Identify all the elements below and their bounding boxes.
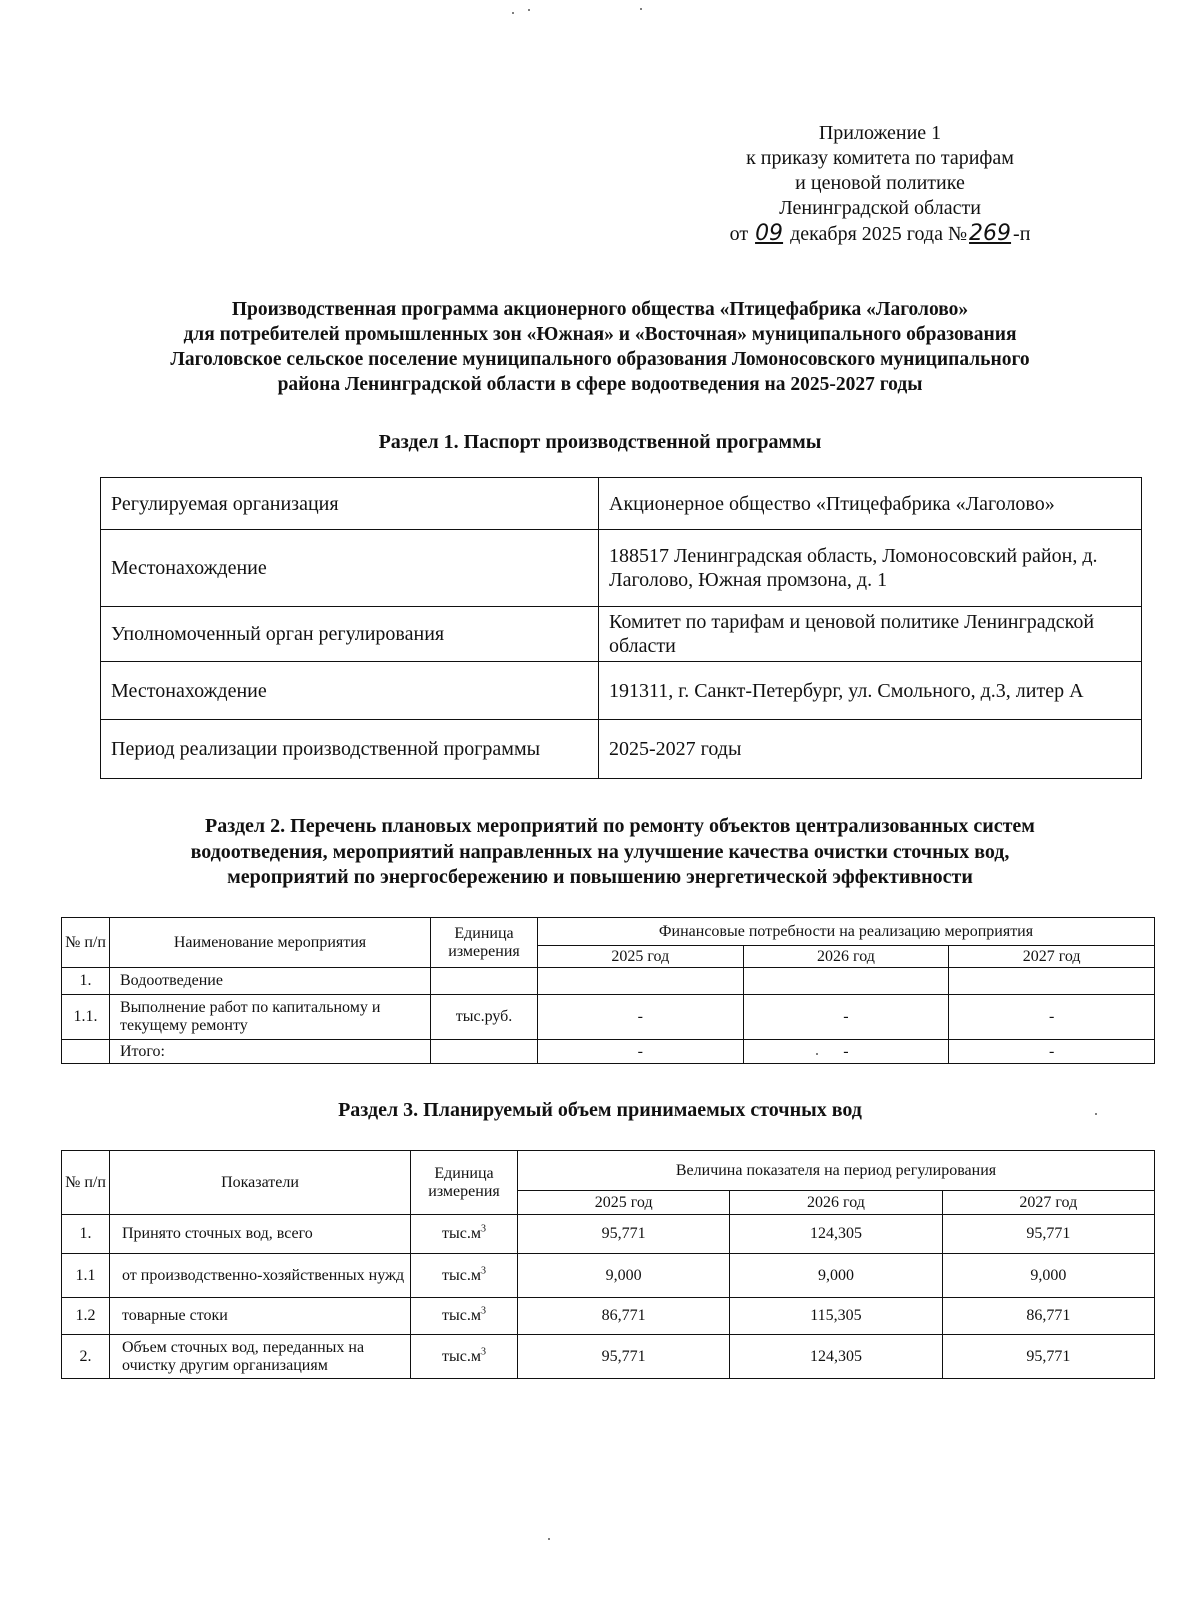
date-middle: декабря 2025 года № <box>790 223 968 245</box>
date-prefix: от <box>729 223 749 245</box>
table-row <box>62 1335 1155 1379</box>
table-row <box>62 1298 1155 1335</box>
cell-unit <box>411 1335 518 1379</box>
cell-2025: 95,771 <box>518 1335 730 1379</box>
section1-heading: Раздел 1. Паспорт производственной программы <box>378 431 822 453</box>
scan-speck <box>528 9 530 11</box>
header-2026: 2026 год <box>730 1191 942 1215</box>
cell-2026: 9,000 <box>730 1254 942 1298</box>
appendix-line: и ценовой политике <box>795 172 965 194</box>
passport-value: 2025-2027 годы <box>599 720 1142 779</box>
heading-line: водоотведения, мероприятий направленных на улучшение качества очистки сточных вод, <box>190 840 1010 863</box>
cell-name: товарные стоки <box>110 1298 411 1335</box>
cell-num: 1.1. <box>62 995 110 1040</box>
cell-unit <box>411 1254 518 1298</box>
cell-num: 1. <box>62 968 110 995</box>
cell-unit: тыс.руб. <box>431 995 538 1040</box>
cell-num: 1. <box>62 1215 110 1254</box>
table-row <box>101 662 1142 720</box>
appendix-line: Ленинградской области <box>779 197 981 219</box>
title-line: для потребителей промышленных зон «Южная» и «Восточная» муниципального образования <box>183 324 1017 345</box>
passport-value: 191311, г. Санкт-Петербург, ул. Смольного, д.3, литер А <box>599 662 1142 720</box>
section3-heading: Раздел 3. Планируемый объем принимаемых сточных вод <box>338 1099 862 1121</box>
unit-base: тыс.м <box>442 1307 481 1324</box>
appendix-block <box>690 121 1070 247</box>
cell-2025: - <box>538 995 744 1040</box>
cell-2026: 124,305 <box>730 1215 942 1254</box>
handwritten-number: 269 <box>969 221 1012 246</box>
appendix-line: к приказу комитета по тарифам <box>746 147 1014 169</box>
title-line: Производственная программа акционерного общества «Птицефабрика «Лаголово» <box>231 299 969 320</box>
unit-power: 3 <box>480 1305 486 1317</box>
heading-line: Раздел 2. Перечень плановых мероприятий по ремонту объектов централизованных систем <box>205 815 1035 837</box>
scan-speck <box>640 8 642 10</box>
cell-2027: 9,000 <box>942 1254 1154 1298</box>
cell-2025 <box>538 968 744 995</box>
cell-name: Объем сточных вод, переданных на очистку другим организациям <box>110 1335 411 1379</box>
volume-table <box>61 1150 1155 1379</box>
cell-name: Водоотведение <box>110 968 431 995</box>
appendix-line: Приложение 1 <box>818 122 942 144</box>
number-suffix: -п <box>1013 223 1031 245</box>
cell-2026: - <box>743 995 949 1040</box>
cell-num <box>62 1040 110 1064</box>
header-2025: 2025 год <box>518 1191 730 1215</box>
table-row <box>62 968 1155 995</box>
cell-2026: 115,305 <box>730 1298 942 1335</box>
table-row <box>62 1254 1155 1298</box>
cell-2027: - <box>949 1040 1155 1064</box>
cell-name: Итого: <box>110 1040 431 1064</box>
table-row <box>101 478 1142 530</box>
unit-base: тыс.м <box>442 1225 481 1242</box>
table-row <box>101 530 1142 607</box>
passport-key: Местонахождение <box>101 530 599 607</box>
unit-power: 3 <box>480 1223 486 1235</box>
passport-key: Местонахождение <box>101 662 599 720</box>
cell-name: Принято сточных вод, всего <box>110 1215 411 1254</box>
header-finance: Финансовые потребности на реализацию мероприятия <box>538 918 1155 946</box>
cell-2027: 95,771 <box>942 1215 1154 1254</box>
passport-key: Период реализации производственной программы <box>101 720 599 779</box>
heading-line: мероприятий по энергосбережению и повышению энергетической эффективности <box>227 866 973 888</box>
header-unit: Единица измерения <box>411 1151 518 1215</box>
cell-2027: 95,771 <box>942 1335 1154 1379</box>
scan-speck <box>512 12 514 14</box>
cell-name: от производственно-хозяйственных нужд <box>110 1254 411 1298</box>
header-2027: 2027 год <box>949 946 1155 968</box>
table-row <box>62 1215 1155 1254</box>
table-row <box>101 720 1142 779</box>
cell-2027: 86,771 <box>942 1298 1154 1335</box>
header-2027: 2027 год <box>942 1191 1154 1215</box>
title-line: Лаголовское сельское поселение муниципального образования Ломоносовского муниципального <box>170 349 1030 370</box>
cell-2025: 9,000 <box>518 1254 730 1298</box>
header-num: № п/п <box>62 918 110 968</box>
unit-base: тыс.м <box>442 1347 481 1365</box>
passport-value: Акционерное общество «Птицефабрика «Лаголово» <box>599 478 1142 530</box>
cell-unit <box>411 1215 518 1254</box>
cell-unit <box>431 1040 538 1064</box>
scan-speck <box>548 1538 550 1540</box>
passport-value: 188517 Ленинградская область, Ломоносовский район, д. Лаголово, Южная промзона, д. 1 <box>599 530 1142 607</box>
handwritten-day: 09 <box>755 221 784 246</box>
table-row <box>62 1040 1155 1064</box>
header-2025: 2025 год <box>538 946 744 968</box>
passport-table <box>100 477 1142 779</box>
title-line: района Ленинградской области в сфере водоотведения на 2025-2027 годы <box>277 374 923 395</box>
document-title <box>60 297 1140 397</box>
cell-2025: 86,771 <box>518 1298 730 1335</box>
cell-2027: - <box>949 995 1155 1040</box>
passport-value: Комитет по тарифам и ценовой политике Ленинградской области <box>599 607 1142 662</box>
unit-power: 3 <box>480 1265 486 1277</box>
cell-2026: 124,305 <box>730 1335 942 1379</box>
cell-name: Выполнение работ по капитальному и текущему ремонту <box>110 995 431 1040</box>
unit-base: тыс.м <box>442 1266 481 1284</box>
cell-2027 <box>949 968 1155 995</box>
header-name: Наименование мероприятия <box>110 918 431 968</box>
cell-unit <box>431 968 538 995</box>
cell-2026: - <box>743 1040 949 1064</box>
cell-2025: 95,771 <box>518 1215 730 1254</box>
cell-2025: - <box>538 1040 744 1064</box>
cell-2026 <box>743 968 949 995</box>
table-header-row <box>62 918 1155 946</box>
unit-power: 3 <box>480 1346 486 1358</box>
cell-num: 1.1 <box>62 1254 110 1298</box>
measures-table <box>61 917 1155 1064</box>
passport-key: Регулируемая организация <box>101 478 599 530</box>
cell-num: 2. <box>62 1335 110 1379</box>
appendix-date-line <box>690 221 1070 247</box>
table-header-row <box>62 1151 1155 1191</box>
table-row <box>62 995 1155 1040</box>
header-num: № п/п <box>62 1151 110 1215</box>
header-value: Величина показателя на период регулирования <box>518 1151 1155 1191</box>
table-row <box>101 607 1142 662</box>
header-name: Показатели <box>110 1151 411 1215</box>
cell-num: 1.2 <box>62 1298 110 1335</box>
passport-key: Уполномоченный орган регулирования <box>101 607 599 662</box>
header-2026: 2026 год <box>743 946 949 968</box>
section2-heading <box>100 814 1100 891</box>
cell-unit <box>411 1298 518 1335</box>
header-unit: Единица измерения <box>431 918 538 968</box>
